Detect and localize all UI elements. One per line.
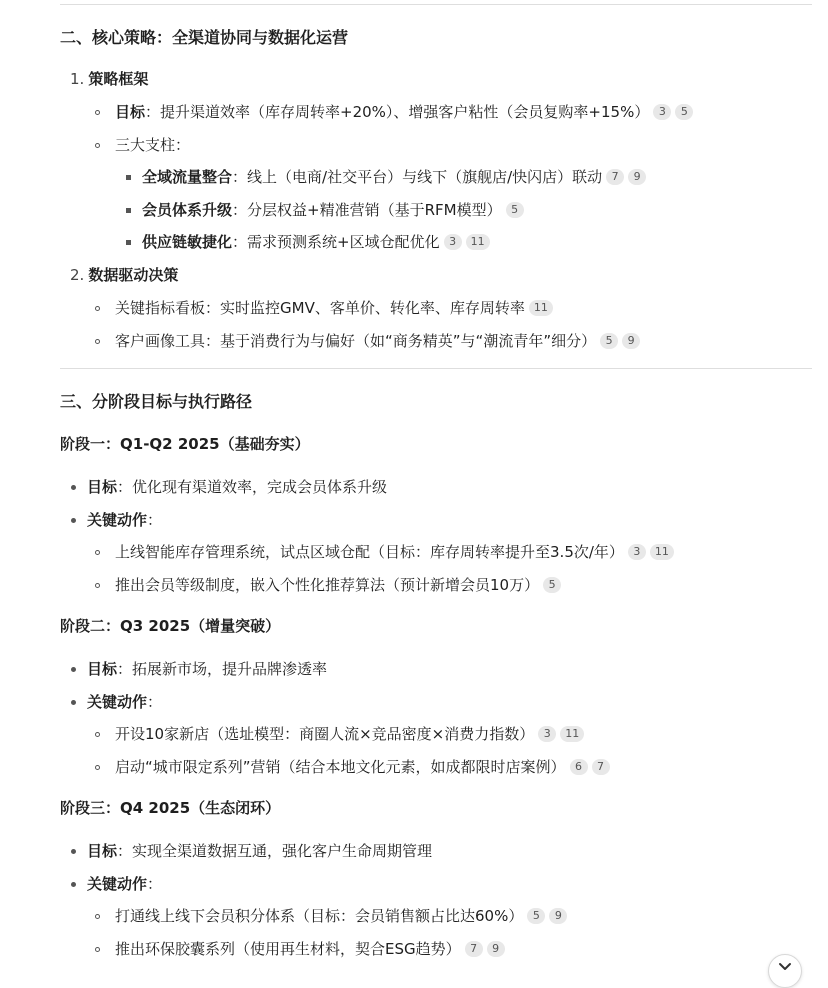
citation-badge[interactable]: 3 [628, 544, 646, 560]
goal-label: 目标 [87, 842, 118, 860]
circle-bullet [95, 306, 100, 311]
pillar-label: 供应链敏捷化 [142, 233, 233, 251]
circle-bullet [95, 550, 100, 555]
pillars-label: 三大支柱 [115, 136, 176, 154]
pillars-colon: ： [175, 136, 191, 154]
pillar-text: ：需求预测系统+区域仓配优化 [232, 233, 440, 251]
ordered-item-title: 数据驱动决策 [88, 266, 179, 284]
citation-badge[interactable]: 9 [549, 908, 567, 924]
circle-bullet [95, 339, 100, 344]
goal-label: 目标 [115, 103, 146, 121]
stage-goal [87, 840, 432, 862]
goal-text: ：实现全渠道数据互通，强化客户生命周期管理 [117, 842, 433, 860]
citation-badge[interactable]: 5 [675, 104, 693, 120]
citation-badge[interactable]: 7 [592, 759, 610, 775]
stage-actions [87, 873, 162, 895]
actions-label: 关键动作 [87, 511, 148, 529]
action-text: 推出环保胶囊系列（使用再生材料，契合ESG趋势） [115, 940, 461, 958]
citation-badge[interactable]: 11 [466, 234, 490, 250]
stage-goal [87, 476, 387, 498]
stage-title: 阶段三：Q4 2025（生态闭环） [60, 799, 281, 817]
citation-badge[interactable]: 6 [570, 759, 588, 775]
pillar-item [142, 166, 646, 188]
ordered-item-number: 2. [70, 266, 85, 284]
actions-label: 关键动作 [87, 693, 148, 711]
stage-title: 阶段一：Q1-Q2 2025（基础夯实） [60, 435, 310, 453]
action-text: 开设10家新店（选址模型：商圈人流×竞品密度×消费力指数） [115, 725, 535, 743]
citation-badge[interactable]: 5 [543, 577, 561, 593]
ordered-item-number: 1. [70, 70, 85, 88]
citation-badge[interactable]: 9 [487, 941, 505, 957]
actions-colon: ： [147, 693, 163, 711]
action-text: 启动“城市限定系列”营销（结合本地文化元素，如成都限时店案例） [115, 758, 566, 776]
strategy-pillars [115, 134, 190, 156]
goal-text: ：拓展新市场，提升品牌渗透率 [117, 660, 328, 678]
action-item [115, 756, 610, 778]
ordered-item-data-driven [70, 264, 178, 286]
goal-label: 目标 [87, 660, 118, 678]
circle-bullet [95, 732, 100, 737]
square-bullet [126, 208, 131, 213]
citation-badge[interactable]: 11 [650, 544, 674, 560]
citation-badge[interactable]: 3 [444, 234, 462, 250]
citation-badge[interactable]: 3 [538, 726, 556, 742]
stage-actions [87, 509, 162, 531]
square-bullet [126, 175, 131, 180]
circle-bullet [95, 947, 100, 952]
item-text: 关键指标看板：实时监控GMV、客单价、转化率、库存周转率 [115, 299, 525, 317]
citation-badge[interactable]: 5 [506, 202, 524, 218]
citation-badge[interactable]: 7 [606, 169, 624, 185]
section-heading-strategy: 二、核心策略：全渠道协同与数据化运营 [60, 28, 349, 47]
scroll-down-button[interactable] [768, 954, 802, 988]
disc-bullet [71, 485, 76, 490]
divider-middle [60, 368, 812, 369]
disc-bullet [71, 667, 76, 672]
ordered-item-strategy-framework [70, 68, 148, 90]
strategy-goal [115, 101, 693, 123]
circle-bullet [95, 914, 100, 919]
action-item [115, 574, 561, 596]
action-item [115, 938, 505, 960]
item-text: 客户画像工具：基于消费行为与偏好（如“商务精英”与“潮流青年”细分） [115, 332, 597, 350]
goal-label: 目标 [87, 478, 118, 496]
disc-bullet [71, 849, 76, 854]
citation-badge[interactable]: 11 [529, 300, 553, 316]
goal-text: ：提升渠道效率（库存周转率+20%）、增强客户粘性（会员复购率+15%） [145, 103, 650, 121]
section-heading-phases: 三、分阶段目标与执行路径 [60, 392, 253, 411]
pillar-label: 全域流量整合 [142, 168, 233, 186]
pillar-item [142, 199, 524, 221]
citation-badge[interactable]: 7 [465, 941, 483, 957]
circle-bullet [95, 143, 100, 148]
pillar-text: ：分层权益+精准营销（基于RFM模型） [232, 201, 502, 219]
ordered-item-title: 策略框架 [88, 70, 149, 88]
citation-badge[interactable]: 5 [600, 333, 618, 349]
actions-colon: ： [147, 875, 163, 893]
divider-top [60, 4, 812, 5]
citation-badge[interactable]: 9 [628, 169, 646, 185]
disc-bullet [71, 882, 76, 887]
stage-title: 阶段二：Q3 2025（增量突破） [60, 617, 281, 635]
action-item [115, 541, 674, 563]
action-text: 打通线上线下会员积分体系（目标：会员销售额占比达60%） [115, 907, 524, 925]
actions-colon: ： [147, 511, 163, 529]
citation-badge[interactable]: 11 [560, 726, 584, 742]
square-bullet [126, 240, 131, 245]
circle-bullet [95, 110, 100, 115]
data-driven-item [115, 297, 553, 319]
citation-badge[interactable]: 9 [622, 333, 640, 349]
stage-goal [87, 658, 327, 680]
circle-bullet [95, 583, 100, 588]
citation-badge[interactable]: 3 [653, 104, 671, 120]
action-item [115, 905, 567, 927]
citation-badge[interactable]: 5 [527, 908, 545, 924]
stage-actions [87, 691, 162, 713]
pillar-label: 会员体系升级 [142, 201, 233, 219]
actions-label: 关键动作 [87, 875, 148, 893]
circle-bullet [95, 765, 100, 770]
pillar-item [142, 231, 490, 253]
action-item [115, 723, 584, 745]
chevron-down-icon [777, 961, 793, 973]
data-driven-item [115, 330, 640, 352]
disc-bullet [71, 700, 76, 705]
action-text: 推出会员等级制度，嵌入个性化推荐算法（预计新增会员10万） [115, 576, 540, 594]
action-text: 上线智能库存管理系统，试点区域仓配（目标：库存周转率提升至3.5次/年） [115, 543, 624, 561]
goal-text: ：优化现有渠道效率，完成会员体系升级 [117, 478, 388, 496]
pillar-text: ：线上（电商/社交平台）与线下（旗舰店/快闪店）联动 [232, 168, 603, 186]
disc-bullet [71, 518, 76, 523]
